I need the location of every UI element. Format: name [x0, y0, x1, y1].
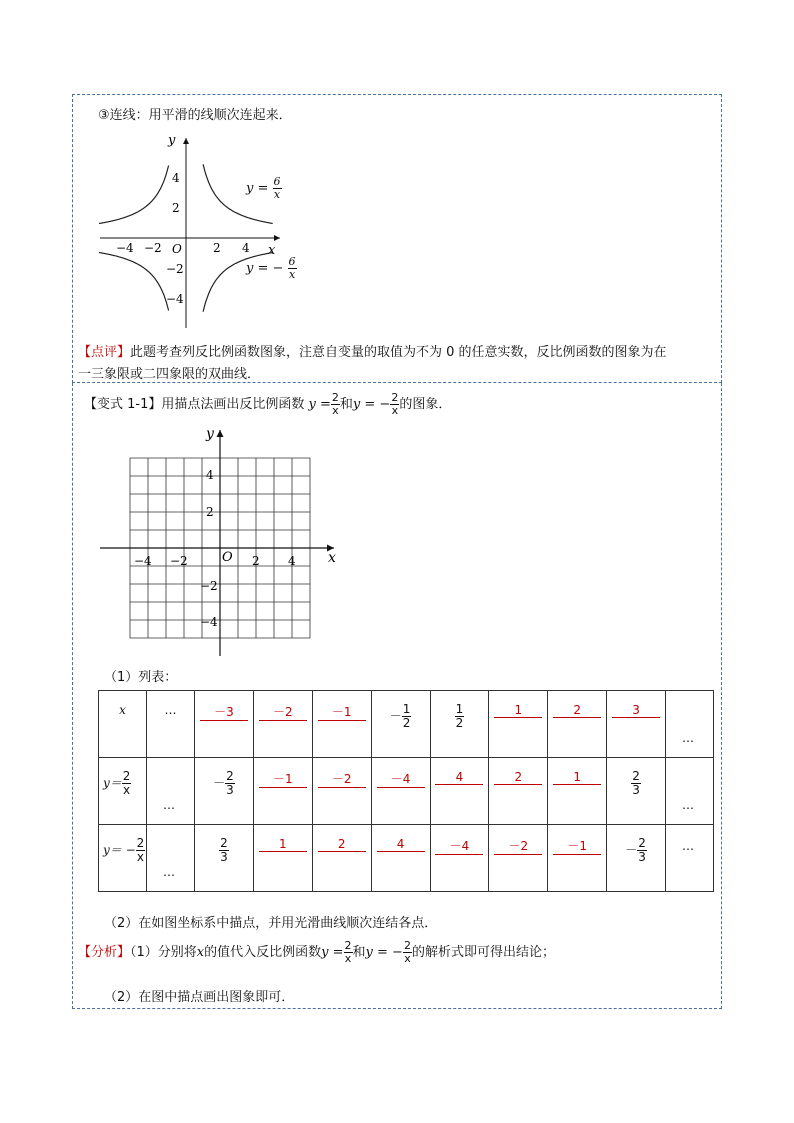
table-cell: $\frac{2}{3}$: [607, 758, 666, 825]
row-label: y＝ − $\frac{2}{x}$: [99, 825, 147, 892]
curve-pos-label: y = $\frac{6}{x}$: [246, 175, 281, 201]
ellipsis: …: [164, 703, 177, 717]
x-axis-label: x: [268, 243, 276, 258]
table-cell: －4: [430, 825, 489, 892]
table-row-x: [99, 691, 714, 758]
table-cell: 1: [548, 758, 607, 825]
table-cell: 4: [430, 758, 489, 825]
table-cell: － $\frac{2}{3}$: [195, 758, 254, 825]
table-cell: $\frac{1}{2}$: [430, 691, 489, 758]
x-tick: −4: [116, 241, 134, 255]
table-cell: －2: [253, 691, 312, 758]
y-axis-label: y: [168, 133, 176, 148]
table-cell: 2: [312, 825, 371, 892]
table-title: （1）列表：: [104, 670, 178, 685]
table-cell: 2: [548, 691, 607, 758]
value-table: [98, 690, 714, 892]
step3-text: ③连线：用平滑的线顺次连起来．: [98, 108, 292, 123]
x-tick: 4: [288, 554, 296, 568]
analysis2-text: （2）在图中描点画出图象即可．: [104, 990, 295, 1005]
y-tick: 2: [206, 505, 214, 519]
table-cell: 4: [371, 825, 430, 892]
table-row-y2: [99, 825, 714, 892]
curve-q2: [99, 166, 169, 224]
y-tick: −4: [166, 292, 184, 306]
y-tick: −2: [166, 262, 184, 276]
table-cell: －2: [312, 758, 371, 825]
table-cell: 1: [489, 691, 548, 758]
y-tick: 2: [172, 201, 180, 215]
variant-title: 【变式 1-1】用描点法画出反比例函数 y = $\frac{2}{x}$ 和y = − $\frac{2}{x}$ 的图象．: [84, 391, 452, 417]
table-cell: 1: [253, 825, 312, 892]
x-tick: 2: [213, 241, 221, 255]
table-cell: － $\frac{1}{2}$: [371, 691, 430, 758]
table-cell: －1: [548, 825, 607, 892]
analysis: 【分析】（1）分别将x的值代入反比例函数y = $\frac{2}{x}$ 和y = − $\frac{2}{x}$ 的解析式即可得出结论；: [78, 939, 555, 965]
table-row-y1: [99, 758, 714, 825]
ellipsis: …: [163, 798, 175, 812]
y-tick: −2: [200, 579, 218, 593]
table-cell: －1: [253, 758, 312, 825]
coordinate-grid: [96, 424, 346, 660]
table-cell: － $\frac{2}{3}$: [607, 825, 666, 892]
row-label: x: [99, 691, 147, 758]
ellipsis: …: [163, 865, 175, 879]
table-cell: 2: [489, 758, 548, 825]
table-cell: －2: [489, 825, 548, 892]
ellipsis: …: [682, 839, 694, 853]
curve-neg-label: y = − $\frac{6}{x}$: [246, 255, 296, 281]
comment: 【点评】此题考查列反比例函数图象，注意自变量的取值为不为 0 的任意实数，反比例函数的图象为在 一三象限或二四象限的双曲线．: [78, 345, 667, 382]
y-tick: −4: [200, 615, 218, 629]
y-tick: 4: [206, 468, 214, 482]
step2-text: （2）在如图坐标系中描点，并用光滑曲线顺次连结各点．: [104, 916, 438, 931]
hyperbola-graph: [96, 128, 306, 338]
origin-label: O: [172, 242, 182, 256]
y-tick: 4: [172, 171, 180, 185]
row-label: y＝ $\frac{2}{x}$: [99, 758, 147, 825]
x-tick: −2: [170, 554, 188, 568]
table-cell: 3: [607, 691, 666, 758]
x-tick: 4: [242, 241, 250, 255]
curve-q3: [99, 253, 169, 311]
x-tick: −4: [134, 554, 152, 568]
ellipsis: …: [682, 798, 694, 812]
x-tick: −2: [144, 241, 162, 255]
x-tick: 2: [252, 554, 260, 568]
table-cell: －3: [195, 691, 254, 758]
y-axis-label: y: [206, 426, 214, 442]
ellipsis: …: [682, 731, 694, 745]
origin-label: O: [222, 550, 233, 565]
table-cell: －4: [371, 758, 430, 825]
x-axis-label: x: [328, 550, 336, 566]
table-cell: －1: [312, 691, 371, 758]
table-cell: $\frac{2}{3}$: [195, 825, 254, 892]
